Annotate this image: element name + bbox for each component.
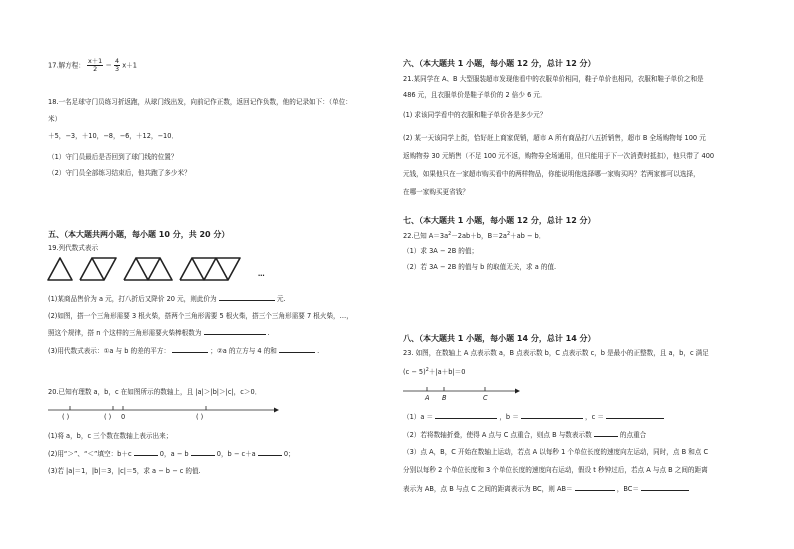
q23-label-a: A [425,394,430,402]
q23-part1 [403,412,664,421]
q22-stem-c: ＋ab − b． [510,232,546,241]
q20-part2-blank-1[interactable] [134,449,158,456]
q18-stem-line1: 18.一名足球守门员练习折返跑，从球门线出发，向前记作正数，返回记作负数，他的记录如下：（单位： [48,98,352,106]
q17-rhs-denominator: 3 [115,65,120,73]
q23-equation-b: ＋|a＋b|＝0 [428,368,466,377]
q23-line1: 23. 如图，在数轴上 A 点表示数 a，B 点表示数 b，C 点表示数 c，b 是最小的正整数，且 a，b，c 满足 [403,349,709,357]
q19-part3-answer-blank-2[interactable] [279,346,315,353]
q19-part3-period: . [317,347,320,355]
q17-lhs-denominator: 2 [93,65,98,73]
q20-axis-label-1: ( ) [62,413,70,421]
q20-axis-arrow [274,408,279,413]
section-8-heading: 八、（本大题共 1 小题，每小题 14 分，总计 14 分） [403,334,596,343]
q22-stem-b: －2ab＋b，B＝2a [451,232,507,241]
q23-part2-text-b: 的点重合 [619,431,647,439]
q23-part1-c-label: ，c ＝ [585,413,604,421]
q23-axis-arrow [515,389,520,394]
q19-part2-answer-blank[interactable] [204,328,266,335]
q20-number-line [48,405,278,425]
q23-part3-line1: （3）点 A，B，C 开始在数轴上运动，若点 A 以每秒 1 个单位长度的速度向左运动，同时，点 B 和点 C [403,448,709,456]
q21-part2-line2: 返购物券 30 元销售（不足 100 元不返，购物券全场通用，但只能用于下一次消费时抵扣），他只带了 400 [403,152,715,160]
q23-equation [403,367,465,376]
section-6-heading: 六、（本大题共 1 小题，每小题 12 分，总计 12 分） [403,59,596,68]
q20-part2 [48,449,295,458]
q19-part1-unit: 元. [276,295,286,303]
triangle-figure-2 [80,258,116,280]
q18-data: ＋5，−3，＋10，−8，−6，＋12，−10． [48,132,178,140]
q20-part2-blank-3[interactable] [258,449,282,456]
q19-part2-line1: (2)如图，搭一个三角形需要 3 根火柴，搭两个三角形需要 5 根火柴，搭三个三角形需要 7 根火柴，…， [48,312,353,320]
q21-part2-line4: 在哪一家购买更省钱？ [403,188,469,196]
q20-part2-text-d: 0； [283,450,295,458]
matchstick-triangles-figure [48,256,260,282]
q23-part2-blank[interactable] [594,430,618,437]
q19-part2-text: 照这个规律，搭 n 个这样的三角形需要火柴棒根数为 [48,329,202,337]
q23-part2-text-a: （2）若将数轴折叠，使得 A 点与 C 点重合，则点 B 与数表示数 [403,431,592,439]
q22-stem-a: 22.已知 A＝3a [403,232,449,241]
q23-exponent: 2 [425,368,429,373]
q19-part3-text-a: (3)用代数式表示：①a 与 b 的差的平方： [48,347,171,355]
q23-part1-a-label: （1）a ＝ [403,413,434,421]
q22-exponent-1: 2 [448,232,452,237]
q21-line2: 486 元，且衣服单价是鞋子单价的 2 倍少 6 元． [403,91,547,99]
q23-part3-line2: 分别以每秒 2 个单位长度和 3 个单位长度的速度向右运动，假设 t 秒钟过后，若点 A 与点 B 之间的距离 [403,466,708,474]
q20-axis-label-zero: 0 [121,413,126,421]
q20-part2-blank-2[interactable] [191,449,215,456]
q19-part3-text-b: ；②a 的立方与 4 的和 [210,347,277,355]
q21-part2-line3: 元钱，如果他只在一家超市购买看中的两样物品，你能说明他选择哪一家购买吗？若两家都可以选择， [403,170,700,178]
q20-part2-text-b: 0，a − b [159,450,189,458]
q18-part2: （2）守门员全部练习结束后，他共跑了多少米？ [48,169,191,177]
q20-stem: 20.已知有理数 a，b，c 在如图所示的数轴上，且 |a|＞|b|＞|c|，c＞0． [48,388,262,396]
q19-part3-answer-blank-1[interactable] [172,346,208,353]
q19-title: 19.列代数式表示 [48,244,99,252]
q17-rhs-fraction [114,58,120,73]
q23-part1-c-blank[interactable] [606,412,664,419]
q17-lhs-fraction [87,58,103,73]
q21-line1: 21.某同学在 A、B 大型服装超市发现他看中的衣服单价相同，鞋子单价也相同，衣服和鞋子单价之和是 [403,75,704,83]
section-7-heading: 七、（本大题共 1 小题，每小题 12 分，总计 12 分） [403,216,596,225]
q21-part2-line1: (2) 某一天该同学上街，恰好赶上商家促销，超市 A 所有商品打八五折销售，超市 B 全场购物每 100 元 [403,134,706,142]
q19-part2-period: . [267,329,270,337]
q20-axis-label-2: ( ) [104,413,112,421]
q20-part1: (1)将 a，b，c 三个数在数轴上表示出来； [48,432,173,440]
q23-part1-a-blank[interactable] [435,412,497,419]
q23-part3-ab-blank[interactable] [575,484,615,491]
q23-part2 [403,430,646,439]
q23-part3-bc-blank[interactable] [641,484,689,491]
triangle-figure-4 [180,258,240,280]
q23-part3-text-b: ，BC＝ [616,485,639,493]
q23-number-line [403,386,523,396]
q17-rhs-numerator: 4 [115,57,120,65]
q23-part3-line3 [403,484,689,493]
q17-rhs-tail: x＋1 [122,61,137,70]
q20-part2-text-c: 0，b − c＋a [216,450,256,458]
q19-part1-text: (1)某商品售价为 a 元，打八折后又降价 20 元，则此价为 [48,295,217,303]
q19-part2-line2 [48,328,270,337]
q22-exponent-2: 2 [506,232,510,237]
q18-stem-line2: 米） [48,115,62,123]
q23-part1-b-label: ，b ＝ [499,413,519,421]
q17-lhs-numerator: x＋1 [87,57,103,65]
q22-part2: （2）若 3A − 2B 的值与 b 的取值无关，求 a 的值. [403,263,557,271]
q20-part3: (3)若 |a|＝1，|b|＝3，|c|＝5，求 a − b − c 的值. [48,467,201,475]
q22-part1: （1）求 3A − 2B 的值； [403,247,479,255]
figure-ellipsis: … [258,270,265,278]
section-5-heading: 五、（本大题共两小题，每小题 10 分，共 20 分） [48,230,230,239]
q23-label-b: B [442,394,447,402]
q23-label-c: C [483,394,488,402]
q19-part1-answer-blank[interactable] [219,294,275,301]
q21-part1: (1) 求该同学看中的衣服和鞋子单价各是多少元？ [403,111,547,119]
q20-part2-text-a: (2)用“＞”、“＜”填空：b＋c [48,450,132,458]
triangle-figure-1 [48,258,72,280]
triangle-figure-3 [124,258,172,280]
q20-axis-label-3: ( ) [196,413,204,421]
q23-part3-text-a: 表示为 AB，点 B 与点 C 之间的距离表示为 BC，则 AB＝ [403,485,573,493]
q19-part3 [48,346,319,355]
q19-part1 [48,294,286,303]
q17-prefix: 17.解方程： [48,61,85,70]
q18-part1: （1）守门员最后是否回到了球门线的位置？ [48,153,178,161]
q17-equals: ＝ [105,61,112,70]
q22-stem [403,231,545,240]
q23-equation-a: (c − 5) [403,368,426,377]
q17-line [48,58,137,73]
q23-part1-b-blank[interactable] [521,412,583,419]
